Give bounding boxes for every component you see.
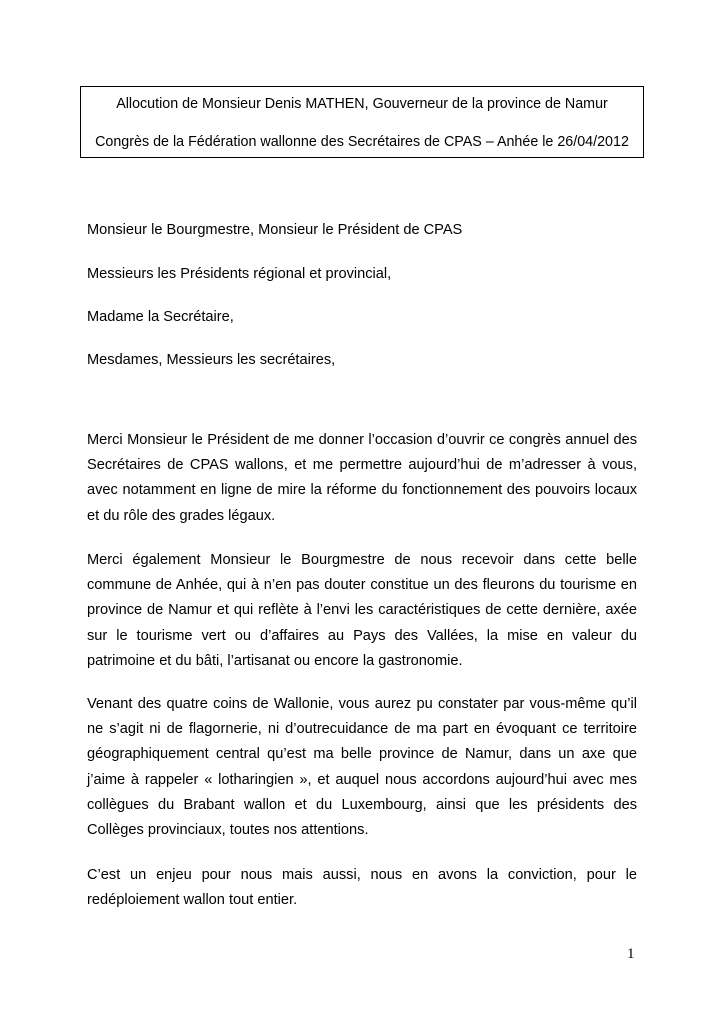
body-paragraph: Merci également Monsieur le Bourgmestre de nous recevoir dans cette belle commune de Anhée, qui à n’en pas douter constitue un des fleurons du tourisme en province de Namur et qui reflète à l’envi les caractéristiques de cette dernière, axée sur le tourisme vert ou d’affaires au Pays des Vallées, la mise en valeur du patrimoine et du bâti, l’artisanat ou encore la gastronomie. xyxy=(87,552,637,669)
body-paragraph: C’est un enjeu pour nous mais aussi, nous en avons la conviction, pour le redéploiement wallon tout entier. xyxy=(87,867,637,909)
body-paragraph: Venant des quatre coins de Wallonie, vous aurez pu constater par vous-même qu’il ne s’agit ni de flagornerie, ni d’outrecuidance de ma part en évoquant ce territoire géographiquement central qu’est ma belle province de Namur, dans un axe que j’aime à rappeler « lotharingien », et auquel nous accordons aujourd’hui avec mes collègues du Brabant wallon et du Luxembourg, ainsi que les présidents des Collèges provinciaux, toutes nos attentions. xyxy=(87,696,637,839)
salutation-line: Messieurs les Présidents régional et provincial, xyxy=(87,266,392,282)
header-title: Allocution de Monsieur Denis MATHEN, Gouverneur de la province de Namur xyxy=(116,96,608,112)
page-number: 1 xyxy=(627,946,635,962)
salutation-line: Mesdames, Messieurs les secrétaires, xyxy=(87,352,336,368)
header-event: Congrès de la Fédération wallonne des Secrétaires de CPAS – Anhée le 26/04/2012 xyxy=(95,134,629,150)
salutation-line: Monsieur le Bourgmestre, Monsieur le Président de CPAS xyxy=(87,222,463,238)
salutation-line: Madame la Secrétaire, xyxy=(87,309,234,325)
document-header-box xyxy=(80,86,644,158)
body-paragraph: Merci Monsieur le Président de me donner l’occasion d’ouvrir ce congrès annuel des Secrétaires de CPAS wallons, et me permettre aujourd’hui de m’adresser à vous, avec notamment en ligne de mire la réforme du fonctionnement des pouvoirs locaux et du rôle des grades légaux. xyxy=(87,432,637,524)
